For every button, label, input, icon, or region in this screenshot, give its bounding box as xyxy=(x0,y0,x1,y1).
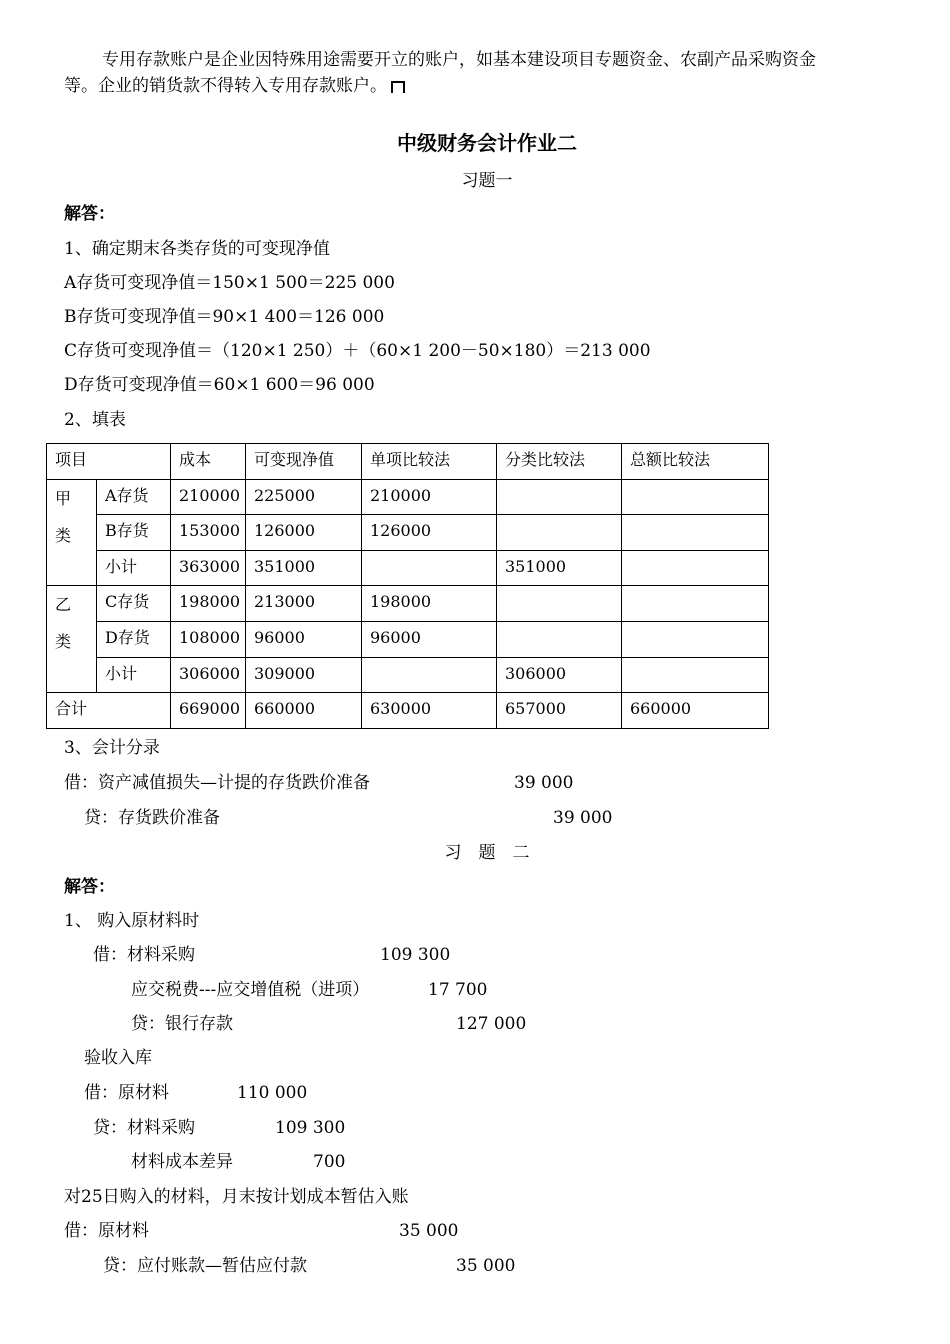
ex1-credit-amount: 39 000 xyxy=(553,808,613,828)
ex2-receive: 验收入库 xyxy=(84,1048,152,1068)
total-label: 合计 xyxy=(47,693,171,729)
table-cell: 660000 xyxy=(622,693,769,729)
table-header: 分类比较法 xyxy=(497,444,622,480)
table-cell: C存货 xyxy=(97,586,171,622)
ex1-heading: 习题一 xyxy=(461,171,513,191)
table-cell: 657000 xyxy=(497,693,622,729)
table-header: 总额比较法 xyxy=(622,444,769,480)
group-label-jia xyxy=(47,479,97,586)
table-cell: 363000 xyxy=(171,550,246,586)
table-cell: 210000 xyxy=(171,479,246,515)
table-row xyxy=(47,657,769,693)
table-row xyxy=(47,550,769,586)
ex1-answer-label: 解答： xyxy=(64,204,115,224)
ex2-e2-debit-amount: 110 000 xyxy=(237,1083,308,1103)
ex2-e1-credit: 贷：银行存款 xyxy=(131,1014,233,1034)
table-cell xyxy=(622,550,769,586)
table-cell: A存货 xyxy=(97,479,171,515)
ex2-step1: 1、 购入原材料时 xyxy=(64,911,200,931)
table-header: 单项比较法 xyxy=(362,444,497,480)
ex2-e2-debit: 借：原材料 xyxy=(84,1083,169,1103)
table-cell: B存货 xyxy=(97,515,171,551)
table-header: 可变现净值 xyxy=(246,444,362,480)
table-cell: 96000 xyxy=(362,621,497,657)
table-cell: 108000 xyxy=(171,621,246,657)
ex2-e2-diff: 材料成本差异 xyxy=(131,1152,233,1172)
group-label-char: 类 xyxy=(55,632,72,652)
ex2-e3-debit: 借：原材料 xyxy=(64,1221,149,1241)
ex2-e2-credit: 贷：材料采购 xyxy=(93,1118,195,1138)
table-cell xyxy=(362,550,497,586)
intro-line-2-text: 等。企业的销货款不得转入专用存款账户。 xyxy=(64,76,387,96)
ex2-e3-credit: 贷：应付账款—暂估应付款 xyxy=(103,1256,307,1276)
table-cell: 210000 xyxy=(362,479,497,515)
table-cell xyxy=(497,621,622,657)
ex1-calc-d: D存货可变现净值＝60×1 600＝96 000 xyxy=(64,375,375,395)
ex1-calc-a: A存货可变现净值＝150×1 500＝225 000 xyxy=(64,273,395,293)
table-cell xyxy=(497,515,622,551)
ex2-e2-credit-amount: 109 300 xyxy=(275,1118,346,1138)
table-cell xyxy=(362,657,497,693)
table-cell: D存货 xyxy=(97,621,171,657)
ex1-calc-c: C存货可变现净值＝（120×1 250）＋（60×1 200－50×180）＝213 000 xyxy=(64,341,651,361)
ex2-e1-debit: 借：材料采购 xyxy=(93,945,195,965)
table-cell: 669000 xyxy=(171,693,246,729)
ex1-step3: 3、会计分录 xyxy=(64,738,160,758)
table-row xyxy=(47,515,769,551)
table-cell: 660000 xyxy=(246,693,362,729)
ex2-e2-diff-amount: 700 xyxy=(313,1152,346,1172)
intro-line-1: 专用存款账户是企业因特殊用途需要开立的账户，如基本建设项目专题资金、农副产品采购资金 xyxy=(102,50,816,70)
table-cell xyxy=(622,621,769,657)
table-cell: 小计 xyxy=(97,657,171,693)
table-header-row xyxy=(47,444,769,480)
group-label-yi xyxy=(47,586,97,693)
ex2-e1-tax-amount: 17 700 xyxy=(428,980,488,1000)
table-cell xyxy=(497,586,622,622)
table-cell: 213000 xyxy=(246,586,362,622)
table-cell: 198000 xyxy=(362,586,497,622)
ex2-e1-tax: 应交税费---应交增值税（进项） xyxy=(131,980,370,1000)
ex1-step1: 1、确定期末各类存货的可变现净值 xyxy=(64,239,330,259)
table-cell: 306000 xyxy=(497,657,622,693)
table-cell: 153000 xyxy=(171,515,246,551)
intro-line-2 xyxy=(64,75,405,97)
table-cell xyxy=(622,657,769,693)
table-cell: 309000 xyxy=(246,657,362,693)
table-total-row xyxy=(47,693,769,729)
table-row xyxy=(47,479,769,515)
table-cell: 225000 xyxy=(246,479,362,515)
table-cell xyxy=(622,515,769,551)
table-row xyxy=(47,586,769,622)
table-header: 项目 xyxy=(47,444,171,480)
ex2-e3-debit-amount: 35 000 xyxy=(399,1221,459,1241)
ex1-calc-b: B存货可变现净值＝90×1 400＝126 000 xyxy=(64,307,385,327)
page-title: 中级财务会计作业二 xyxy=(397,131,577,155)
ex1-credit: 贷：存货跌价准备 xyxy=(84,808,220,828)
ex2-heading: 习 题 二 xyxy=(444,843,530,863)
ex1-debit: 借：资产减值损失—计提的存货跌价准备 xyxy=(64,773,370,793)
ex2-e1-credit-amount: 127 000 xyxy=(456,1014,527,1034)
ex2-e1-debit-amount: 109 300 xyxy=(380,945,451,965)
table-cell: 351000 xyxy=(497,550,622,586)
table-cell xyxy=(497,479,622,515)
table-row xyxy=(47,621,769,657)
table-cell: 126000 xyxy=(246,515,362,551)
table-cell: 96000 xyxy=(246,621,362,657)
table-cell: 小计 xyxy=(97,550,171,586)
group-label-char: 甲 xyxy=(55,488,72,508)
ex2-e3-credit-amount: 35 000 xyxy=(456,1256,516,1276)
group-label-char: 乙 xyxy=(55,595,72,615)
table-cell xyxy=(622,586,769,622)
table-cell xyxy=(622,479,769,515)
ex1-step2: 2、填表 xyxy=(64,410,126,430)
table-cell: 630000 xyxy=(362,693,497,729)
table-header: 成本 xyxy=(171,444,246,480)
inventory-table xyxy=(46,443,769,729)
ex1-debit-amount: 39 000 xyxy=(514,773,574,793)
text-cursor-icon xyxy=(391,81,405,93)
table-cell: 306000 xyxy=(171,657,246,693)
table-cell: 351000 xyxy=(246,550,362,586)
table-cell: 198000 xyxy=(171,586,246,622)
table-cell: 126000 xyxy=(362,515,497,551)
group-label-char: 类 xyxy=(55,525,72,545)
ex2-note-25: 对25日购入的材料，月末按计划成本暂估入账 xyxy=(64,1187,409,1207)
ex2-answer-label: 解答： xyxy=(64,877,115,897)
